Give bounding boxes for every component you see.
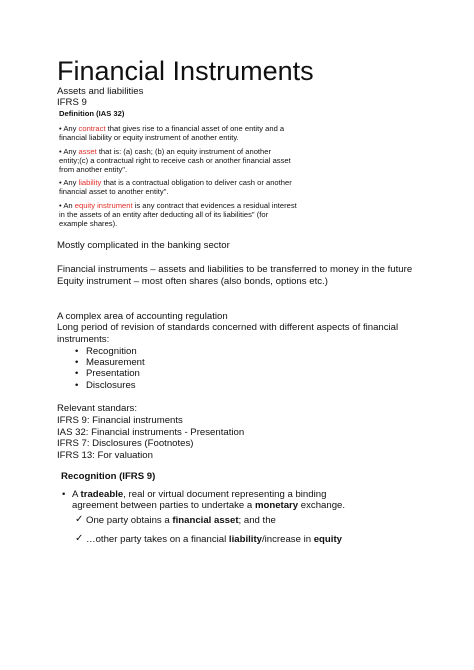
recognition-check1: One party obtains a financial asset; and the: [86, 515, 276, 526]
def-equity-line3: example shares).: [59, 219, 118, 228]
standard-item: IFRS 13: For valuation: [57, 450, 153, 461]
def-asset-line3: from another entity".: [59, 165, 128, 174]
subtitle-ifrs9: IFRS 9: [57, 97, 87, 108]
recognition-check2: …other party takes on a financial liability/increase in equity: [86, 534, 342, 545]
standard-item: IAS 32: Financial instruments - Presentation: [57, 427, 245, 438]
page-title: Financial Instruments: [57, 56, 314, 86]
checkmark-icon: ✓: [75, 514, 84, 525]
para-complex-area: A complex area of accounting regulation: [57, 311, 228, 322]
checkmark-icon: ✓: [75, 533, 84, 544]
standard-item: IFRS 7: Disclosures (Footnotes): [57, 438, 194, 449]
bullet-icon: •: [62, 489, 66, 500]
def-asset-line1: • Any asset that is: (a) cash; (b) an equity instrument of another: [59, 147, 272, 156]
term-liability: liability: [78, 178, 102, 187]
term-equity-instrument: equity instrument: [74, 201, 133, 210]
recognition-line1: A tradeable, real or virtual document representing a binding: [72, 489, 327, 500]
relevant-standards-heading: Relevant standars:: [57, 403, 137, 414]
subtitle-assets-liabilities: Assets and liabilities: [57, 86, 144, 97]
standard-item: IFRS 9: Financial instruments: [57, 415, 183, 426]
def-liability-line2: financial asset to another entity".: [59, 187, 169, 196]
para-banking: Mostly complicated in the banking sector: [57, 240, 230, 251]
term-contract: contract: [78, 124, 106, 133]
list-item: Recognition: [86, 346, 137, 357]
para-equity-instrument: Equity instrument – most often shares (also bonds, options etc.): [57, 276, 328, 287]
def-contract-line1: • Any contract that gives rise to a financial asset of one entity and a: [59, 124, 285, 133]
def-equity-line1: • An equity instrument is any contract that evidences a residual interest: [59, 201, 297, 210]
para-instruments: instruments:: [57, 334, 110, 345]
bullet-icon: •: [75, 346, 79, 357]
def-liability-line1: • Any liability that is a contractual obligation to deliver cash or another: [59, 178, 292, 187]
para-revision: Long period of revision of standards concerned with different aspects of financial: [57, 322, 399, 333]
recognition-heading: Recognition (IFRS 9): [61, 471, 156, 482]
term-asset: asset: [78, 147, 97, 156]
list-item: Presentation: [86, 368, 140, 379]
definition-heading: Definition (IAS 32): [59, 109, 125, 118]
list-item: Disclosures: [86, 380, 136, 391]
list-item: Measurement: [86, 357, 145, 368]
recognition-line2: agreement between parties to undertake a monetary exchange.: [72, 500, 346, 511]
def-contract-line2: financial liability or equity instrument of another entity.: [59, 133, 239, 142]
def-equity-line2: in the assets of an entity after deducting all of its liabilities" (for: [59, 210, 269, 219]
def-asset-line2: entity;(c) a contractual right to receive cash or another financial asset: [59, 156, 291, 165]
bullet-icon: •: [75, 357, 79, 368]
bullet-icon: •: [75, 380, 79, 391]
bullet-icon: •: [75, 368, 79, 379]
para-fin-instruments: Financial instruments – assets and liabilities to be transferred to money in the future: [57, 264, 413, 275]
